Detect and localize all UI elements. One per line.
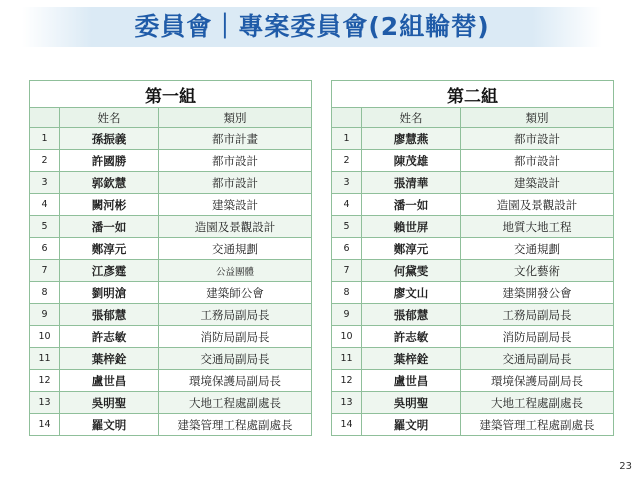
table-row xyxy=(332,304,614,326)
table-row xyxy=(332,260,614,282)
row-number: 11 xyxy=(30,348,60,370)
row-number: 3 xyxy=(332,172,362,194)
member-category: 都市設計 xyxy=(461,128,614,150)
row-number: 13 xyxy=(30,392,60,414)
member-name: 張清華 xyxy=(362,172,461,194)
table-row xyxy=(30,216,312,238)
group-2-table xyxy=(331,80,614,436)
table-row xyxy=(332,194,614,216)
member-category: 交通規劃 xyxy=(461,238,614,260)
member-category: 都市設計 xyxy=(159,172,312,194)
header-type: 類別 xyxy=(461,108,614,128)
member-name: 羅文明 xyxy=(362,414,461,436)
row-number: 2 xyxy=(332,150,362,172)
row-number: 4 xyxy=(30,194,60,216)
member-name: 鄭淳元 xyxy=(60,238,159,260)
member-category: 建築開發公會 xyxy=(461,282,614,304)
header-name: 姓名 xyxy=(60,108,159,128)
table-row xyxy=(30,260,312,282)
member-category: 建築師公會 xyxy=(159,282,312,304)
member-name: 葉梓銓 xyxy=(362,348,461,370)
member-category: 大地工程處副處長 xyxy=(159,392,312,414)
member-category: 公益團體 xyxy=(159,260,312,282)
member-category: 文化藝術 xyxy=(461,260,614,282)
member-category: 大地工程處副處長 xyxy=(461,392,614,414)
row-number: 14 xyxy=(332,414,362,436)
page-title: 委員會｜專案委員會(2組輪替) xyxy=(134,12,490,41)
row-number: 6 xyxy=(332,238,362,260)
page-number: 23 xyxy=(619,461,632,472)
row-number: 13 xyxy=(332,392,362,414)
member-category: 都市設計 xyxy=(461,150,614,172)
row-number: 5 xyxy=(30,216,60,238)
header-number xyxy=(30,108,60,128)
member-name: 許志敏 xyxy=(60,326,159,348)
row-number: 10 xyxy=(30,326,60,348)
title-banner xyxy=(22,7,602,47)
group-title: 第二組 xyxy=(332,81,614,108)
table-row xyxy=(30,392,312,414)
member-name: 盧世昌 xyxy=(362,370,461,392)
member-category: 交通局副局長 xyxy=(159,348,312,370)
member-name: 吳明聖 xyxy=(60,392,159,414)
member-category: 造園及景觀設計 xyxy=(159,216,312,238)
table-row xyxy=(332,128,614,150)
table-row xyxy=(332,348,614,370)
member-name: 吳明聖 xyxy=(362,392,461,414)
group-title: 第一組 xyxy=(30,81,312,108)
row-number: 1 xyxy=(30,128,60,150)
table-row xyxy=(332,326,614,348)
member-name: 張郁慧 xyxy=(60,304,159,326)
row-number: 2 xyxy=(30,150,60,172)
member-name: 張郁慧 xyxy=(362,304,461,326)
table-row xyxy=(30,282,312,304)
table-row xyxy=(30,172,312,194)
row-number: 9 xyxy=(332,304,362,326)
member-name: 盧世昌 xyxy=(60,370,159,392)
table-row xyxy=(30,414,312,436)
row-number: 7 xyxy=(30,260,60,282)
table-row xyxy=(30,348,312,370)
member-category: 消防局副局長 xyxy=(461,326,614,348)
table-row xyxy=(332,282,614,304)
row-number: 6 xyxy=(30,238,60,260)
member-category: 工務局副局長 xyxy=(461,304,614,326)
table-row xyxy=(332,370,614,392)
member-category: 建築設計 xyxy=(461,172,614,194)
row-number: 7 xyxy=(332,260,362,282)
member-category: 建築管理工程處副處長 xyxy=(159,414,312,436)
member-name: 陳茂雄 xyxy=(362,150,461,172)
table-row xyxy=(30,194,312,216)
row-number: 10 xyxy=(332,326,362,348)
member-name: 鄭淳元 xyxy=(362,238,461,260)
member-category: 地質大地工程 xyxy=(461,216,614,238)
member-category: 都市設計 xyxy=(159,150,312,172)
member-name: 闕河彬 xyxy=(60,194,159,216)
row-number: 12 xyxy=(30,370,60,392)
row-number: 11 xyxy=(332,348,362,370)
member-category: 環境保護局副局長 xyxy=(159,370,312,392)
row-number: 1 xyxy=(332,128,362,150)
member-category: 消防局副局長 xyxy=(159,326,312,348)
row-number: 5 xyxy=(332,216,362,238)
member-name: 潘一如 xyxy=(60,216,159,238)
row-number: 14 xyxy=(30,414,60,436)
table-row xyxy=(332,414,614,436)
member-name: 葉梓銓 xyxy=(60,348,159,370)
row-number: 12 xyxy=(332,370,362,392)
table-row xyxy=(30,238,312,260)
member-name: 孫振義 xyxy=(60,128,159,150)
table-row xyxy=(332,392,614,414)
header-type: 類別 xyxy=(159,108,312,128)
member-category: 造園及景觀設計 xyxy=(461,194,614,216)
member-name: 廖文山 xyxy=(362,282,461,304)
member-category: 建築管理工程處副處長 xyxy=(461,414,614,436)
header-number xyxy=(332,108,362,128)
member-name: 羅文明 xyxy=(60,414,159,436)
member-name: 廖慧燕 xyxy=(362,128,461,150)
member-category: 建築設計 xyxy=(159,194,312,216)
member-name: 江彥霆 xyxy=(60,260,159,282)
member-category: 交通局副局長 xyxy=(461,348,614,370)
table-row xyxy=(332,216,614,238)
row-number: 9 xyxy=(30,304,60,326)
table-row xyxy=(30,128,312,150)
table-row xyxy=(30,150,312,172)
member-name: 賴世屏 xyxy=(362,216,461,238)
table-row xyxy=(30,304,312,326)
row-number: 8 xyxy=(30,282,60,304)
header-name: 姓名 xyxy=(362,108,461,128)
group-1-table xyxy=(29,80,312,436)
member-name: 潘一如 xyxy=(362,194,461,216)
member-name: 何黛雯 xyxy=(362,260,461,282)
member-name: 郭欽慧 xyxy=(60,172,159,194)
member-name: 許志敏 xyxy=(362,326,461,348)
member-category: 交通規劃 xyxy=(159,238,312,260)
member-name: 許國勝 xyxy=(60,150,159,172)
table-row xyxy=(332,172,614,194)
row-number: 3 xyxy=(30,172,60,194)
table-row xyxy=(30,326,312,348)
member-name: 劉明滄 xyxy=(60,282,159,304)
member-category: 都市計畫 xyxy=(159,128,312,150)
table-row xyxy=(30,370,312,392)
member-category: 工務局副局長 xyxy=(159,304,312,326)
table-row xyxy=(332,150,614,172)
row-number: 4 xyxy=(332,194,362,216)
row-number: 8 xyxy=(332,282,362,304)
table-row xyxy=(332,238,614,260)
member-category: 環境保護局副局長 xyxy=(461,370,614,392)
